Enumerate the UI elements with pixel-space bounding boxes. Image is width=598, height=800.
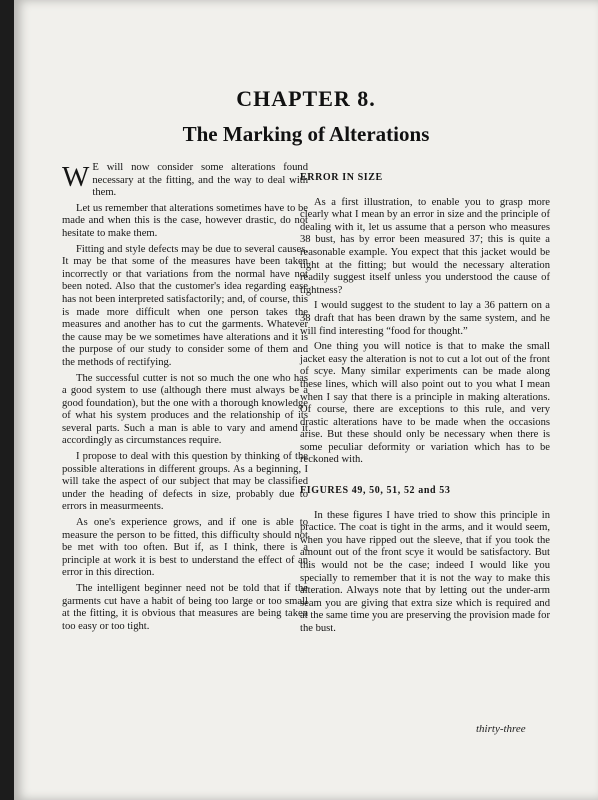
chapter-heading: CHAPTER 8. xyxy=(236,86,376,111)
paragraph: Let us remember that alterations sometimes have to be made and when this is the case, however drastic, do not hesitate to make them. xyxy=(62,202,308,239)
paragraph: Fitting and style defects may be due to several causes. It may be that some of the measures have been taken incorrectly or that variations from the normal have not been noted. Also that the customer's idea regarding ease has not been interpreted satisfactorily; and, of course, this is made more difficult when one person takes the measures and another has to cut the garments. Whatever the cause may be we sometimes have alterations and it is the purpose of our study to consider some of them and the methods of rectifying. xyxy=(62,243,308,368)
section-heading-figures: FIGURES 49, 50, 51, 52 and 53 xyxy=(300,485,451,497)
page-number: thirty-three xyxy=(476,723,526,735)
paragraph: The intelligent beginner need not be told that if the garments cut have a habit of being too large or too small at the fitting, it is obvious that measures are being taken too easy or too tight. xyxy=(62,583,308,632)
paragraph: As a first illustration, to enable you to grasp more clearly what I mean by an error in size and the principle of dealing with it, let us assume that a person who measures 38 bust, has by error been measured 37; this is quite a reasonable example. You expect that this jacket would be tight at the fitting; but would the necessary alteration readily suggest itself unless you understood the cause of tightness? xyxy=(300,196,550,296)
right-column xyxy=(300,172,550,639)
drop-cap: W xyxy=(62,161,90,193)
paragraph: I propose to deal with this question by thinking of the possible alterations in different groups. As a beginning, I will take the aspect of our subject that may be classified under the heading of defects in size, probably due to errors in measurmeents. xyxy=(62,451,308,513)
paragraph: In these figures I have tried to show this principle in practice. The coat is tight in the arms, and it would seem, when you have ripped out the sleeve, that if you took the amount out of the front scye it would be satisfactory. But this would not be the case; indeed I would like you specially to remember that it is not the way to make this alteration. Always note that by letting out the under-arm seam you are giving that extra size which is required and at the same time you are preserving the provision made for the bust. xyxy=(300,509,550,634)
paragraph: As one's experience grows, and if one is able to measure the person to be fitted, this difficulty should not be met with too often. But if, as I think, there is a principle at work it is best to understand the effect of an error in this direction. xyxy=(62,517,308,579)
paragraph: One thing you will notice is that to make the small jacket easy the alteration is not to cut a lot out of the front of scye. Many similar experiments can be made along these lines, which will also point out to you what I mean when I say that there is a principle in making alterations. Of course, there are exceptions to this rule, and very drastic alterations have to be made when the occasions arise. But these should only be necessary when there is some peculiar deformity or variation which has to be reckoned with. xyxy=(300,341,550,466)
paragraph: The successful cutter is not so much the one who has a good system to use (although there must always be a good foundation), but the one with a thorough knowledge of what his system produces and the relationship of its several parts. Such a man is able to vary and amend it accordingly as circumstances require. xyxy=(62,372,308,447)
paragraph: I would suggest to the student to lay a 36 pattern on a 38 draft that has been drawn by the same system, and he will find interesting “food for thought.” xyxy=(300,300,550,337)
paragraph: W E will now consider some alterations found necessary at the fitting, and the way to deal with them. xyxy=(62,161,308,199)
left-column xyxy=(62,162,308,636)
book-page xyxy=(14,0,598,800)
chapter-title: The Marking of Alterations xyxy=(182,122,430,146)
section-heading-error-in-size: ERROR IN SIZE xyxy=(300,172,383,183)
